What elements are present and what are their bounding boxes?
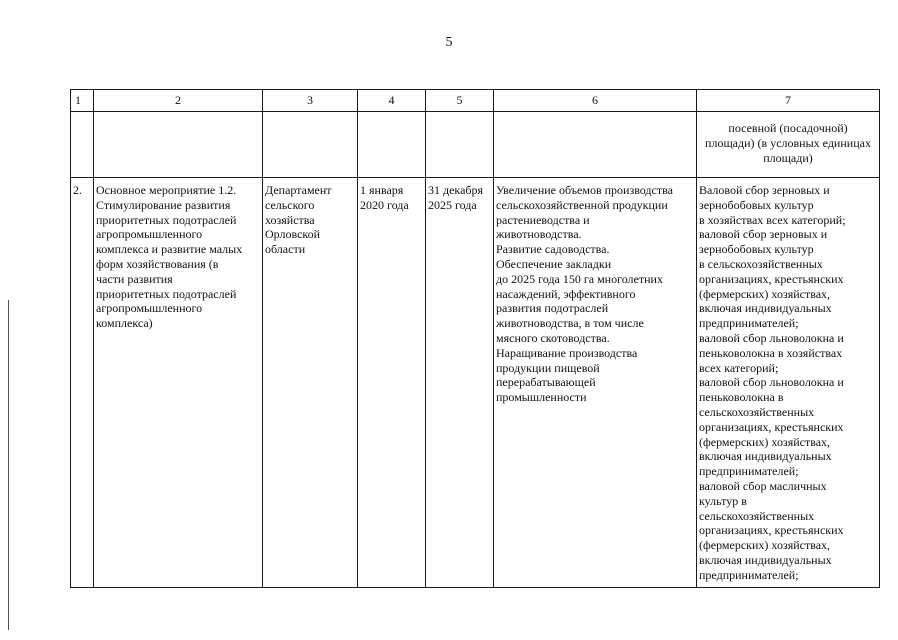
cont-cell-indicators [697,112,880,178]
text-line: включая индивидуальных [699,449,832,464]
text-line: до 2025 года 150 га многолетних [496,271,663,286]
measure-name-cell [94,178,263,588]
text-line: валовой сбор масличных [699,478,827,493]
text-line: включая индивидуальных [699,552,832,567]
text-line: культур в [699,493,747,508]
text-line: части развития [96,271,173,286]
text-line: агропромышленного [96,301,203,316]
text-line: организациях, крестьянских [699,271,844,286]
text-line: Обеспечение закладки [496,256,612,271]
text-line: сельскохозяйственных [699,404,815,419]
table-row-continuation [71,112,880,178]
text-line: зернобобовых культур [699,197,814,212]
table-header-row [71,90,880,112]
text-line: приоритетных подотраслей [96,286,237,301]
text-line: 31 декабря [428,183,484,197]
indicators-cell [697,178,880,588]
expected-results-cell [494,178,697,588]
header-col-5: 5 [426,90,494,112]
header-col-2: 2 [94,90,263,112]
text-line: растениеводства и [496,212,590,227]
text-line: области [265,242,306,257]
text-line: зернобобовых культур [699,242,814,257]
text-line: Орловской [265,227,321,242]
text-line: валовой сбор льноволокна и [699,375,844,390]
cont-cell-1 [71,112,94,178]
text-line: Основное мероприятие 1.2. [96,183,237,197]
text-line: 2025 года [428,197,477,212]
text-line: организациях, крестьянских [699,419,844,434]
text-line: развития подотраслей [496,301,609,316]
text-line: Валовой сбор зерновых и [699,183,830,197]
text-line: включая индивидуальных [699,301,832,316]
text-line: Увеличение объемов производства [496,183,673,197]
text-line: агропромышленного [96,227,203,242]
start-date-cell [358,178,426,588]
text-line: сельскохозяйственной продукции [496,197,668,212]
text-line: хозяйства [265,212,315,227]
text-line: предпринимателей; [699,464,799,479]
text-line: пеньковолокна в хозяйствах [699,345,843,360]
row-number: 2. [71,178,94,588]
text-line: валовой сбор зерновых и [699,227,828,242]
cont-cell-5 [426,112,494,178]
text-line: площади) [763,150,813,165]
text-line: (фермерских) хозяйствах, [699,434,831,449]
scan-edge-line [8,300,9,630]
header-col-4: 4 [358,90,426,112]
measures-table [70,89,880,588]
text-line: насаждений, эффективного [496,286,636,301]
end-date-cell [426,178,494,588]
text-line: промышленности [496,390,587,405]
text-line: в сельскохозяйственных [699,256,823,271]
executor-cell [263,178,358,588]
text-line: валовой сбор льноволокна и [699,330,844,345]
page-number: 5 [445,35,453,50]
text-line: предпринимателей; [699,316,799,331]
text-line: организациях, крестьянских [699,523,844,538]
text-line: приоритетных подотраслей [96,212,237,227]
text-line: (фермерских) хозяйствах, [699,538,831,553]
cont-cell-3 [263,112,358,178]
header-col-7: 7 [697,90,880,112]
text-line: комплекса) [96,316,153,331]
text-line: Стимулирование развития [96,197,231,212]
text-line: Наращивание производства [496,345,638,360]
text-line: пеньковолокна в [699,390,784,405]
text-line: предпринимателей; [699,567,799,582]
text-line: продукции пищевой [496,360,600,375]
table-row-2 [71,178,880,588]
text-line: посевной (посадочной) [728,121,848,135]
header-col-6: 6 [494,90,697,112]
text-line: сельскохозяйственных [699,508,815,523]
text-line: мясного скотоводства. [496,330,610,345]
text-line: в хозяйствах всех категорий; [699,212,846,227]
text-line: Развитие садоводства. [496,242,610,257]
text-line: перерабатывающей [496,375,596,390]
text-line: (фермерских) хозяйствах, [699,286,831,301]
cont-cell-2 [94,112,263,178]
text-line: 2020 года [360,197,409,212]
text-line: комплекса и развитие малых [96,242,243,257]
header-col-3: 3 [263,90,358,112]
cont-cell-6 [494,112,697,178]
text-line: 1 января [360,183,404,197]
text-line: площади) (в условных единицах [705,135,871,150]
text-line: Департамент [265,183,332,197]
text-line: животноводства, в том числе [496,316,644,331]
text-line: сельского [265,197,315,212]
text-line: всех категорий; [699,360,779,375]
cont-cell-4 [358,112,426,178]
header-col-1: 1 [71,90,94,112]
text-line: животноводства. [496,227,582,242]
text-line: форм хозяйствования (в [96,256,219,271]
